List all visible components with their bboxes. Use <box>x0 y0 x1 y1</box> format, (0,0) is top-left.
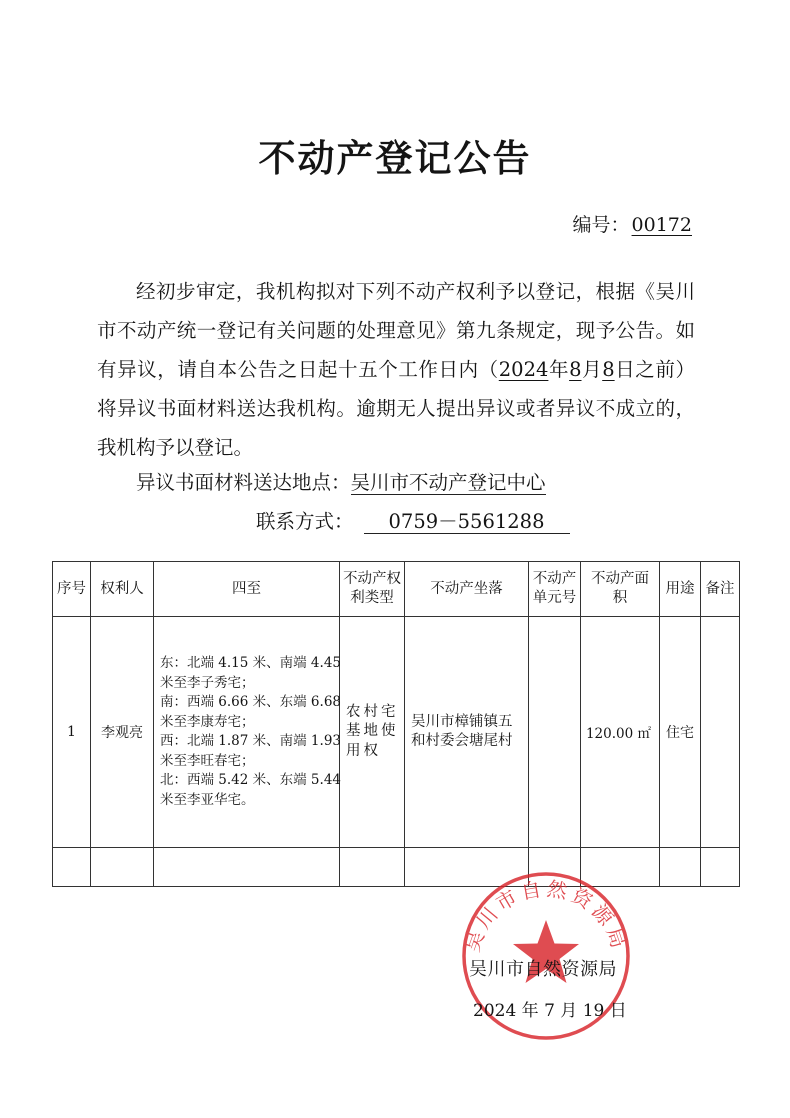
boundary-line: 米至李康寿宅； <box>160 713 255 730</box>
header-boundaries: 四至 <box>154 562 340 617</box>
document-number-label: 编号： <box>572 214 630 236</box>
paragraph-prefix: 经初步审定，我机构拟对下列不动产权利予以登记，根据《吴川市不动产统一登记有关问题的处理意见》第九条规定，现予公告。如有异议，请自本公告之日起十五个工作日内（ <box>97 280 695 381</box>
deadline-day: 8 <box>602 358 615 381</box>
empty-cell <box>91 848 154 887</box>
header-owner: 权利人 <box>91 562 154 617</box>
empty-cell <box>154 848 340 887</box>
cell-unit-no <box>529 617 581 848</box>
cell-area: 120.00 ㎡ <box>581 617 660 848</box>
document-number-value: 00172 <box>631 214 692 236</box>
header-unit-no: 不动产单元号 <box>529 562 581 617</box>
cell-boundaries <box>154 617 340 848</box>
boundary-line: 米至李亚华宅。 <box>160 791 255 808</box>
objection-address-value: 吴川市不动产登记中心 <box>350 471 546 494</box>
header-right-type: 不动产权利类型 <box>340 562 405 617</box>
registration-table <box>52 561 740 887</box>
cell-location: 吴川市樟铺镇五和村委会塘尾村 <box>405 617 529 848</box>
contact-value: 0759－5561288 <box>364 511 570 534</box>
table-row <box>53 617 740 848</box>
seal-text-path: 吴川市自然资源局 <box>459 876 633 955</box>
objection-address <box>136 467 546 495</box>
deadline-month: 8 <box>569 358 582 381</box>
document-number <box>573 210 692 237</box>
cell-usage: 住宅 <box>660 617 701 848</box>
paragraph-suffix: 日之前）将异议书面材料送达我机构。逾期无人提出异议或者异议不成立的，我机构予以登记。 <box>97 358 695 459</box>
header-area: 不动产面积 <box>581 562 660 617</box>
empty-cell <box>660 848 701 887</box>
boundary-line: 米至李子秀宅； <box>160 674 255 691</box>
cell-owner: 李观亮 <box>91 617 154 848</box>
empty-cell <box>53 848 91 887</box>
header-remarks: 备注 <box>701 562 740 617</box>
issue-date: 2024 年 7 月 19 日 <box>473 1001 627 1021</box>
page-title: 不动产登记公告 <box>258 137 532 180</box>
boundary-line: 米至李旺春宅； <box>160 752 255 769</box>
boundary-line: 西：北端 1.87 米、南端 1.93 <box>160 733 341 749</box>
month-char: 月 <box>581 358 603 381</box>
cell-seq: 1 <box>53 617 91 848</box>
objection-address-label: 异议书面材料送达地点： <box>136 471 351 494</box>
table-row-empty <box>53 848 740 887</box>
header-seq: 序号 <box>53 562 91 617</box>
boundary-line: 北：西端 5.42 米、东端 5.44 <box>160 772 341 788</box>
empty-cell <box>701 848 740 887</box>
boundary-line: 南：西端 6.66 米、东端 6.68 <box>160 694 341 710</box>
header-location: 不动产坐落 <box>405 562 529 617</box>
cell-remarks <box>701 617 740 848</box>
cell-right-type: 农村宅基地使用权 <box>340 617 405 848</box>
contact-line <box>256 506 570 534</box>
announcement-body <box>97 272 695 467</box>
table-header-row <box>53 562 740 617</box>
deadline-year: 2024 <box>498 358 549 381</box>
boundary-line: 东：北端 4.15 米、南端 4.45 <box>160 655 341 671</box>
announcement-paragraph <box>97 272 695 467</box>
empty-cell <box>340 848 405 887</box>
year-char: 年 <box>548 358 570 381</box>
contact-label: 联系方式： <box>256 510 354 533</box>
header-usage: 用途 <box>660 562 701 617</box>
issuer-name: 吴川市自然资源局 <box>469 959 617 980</box>
